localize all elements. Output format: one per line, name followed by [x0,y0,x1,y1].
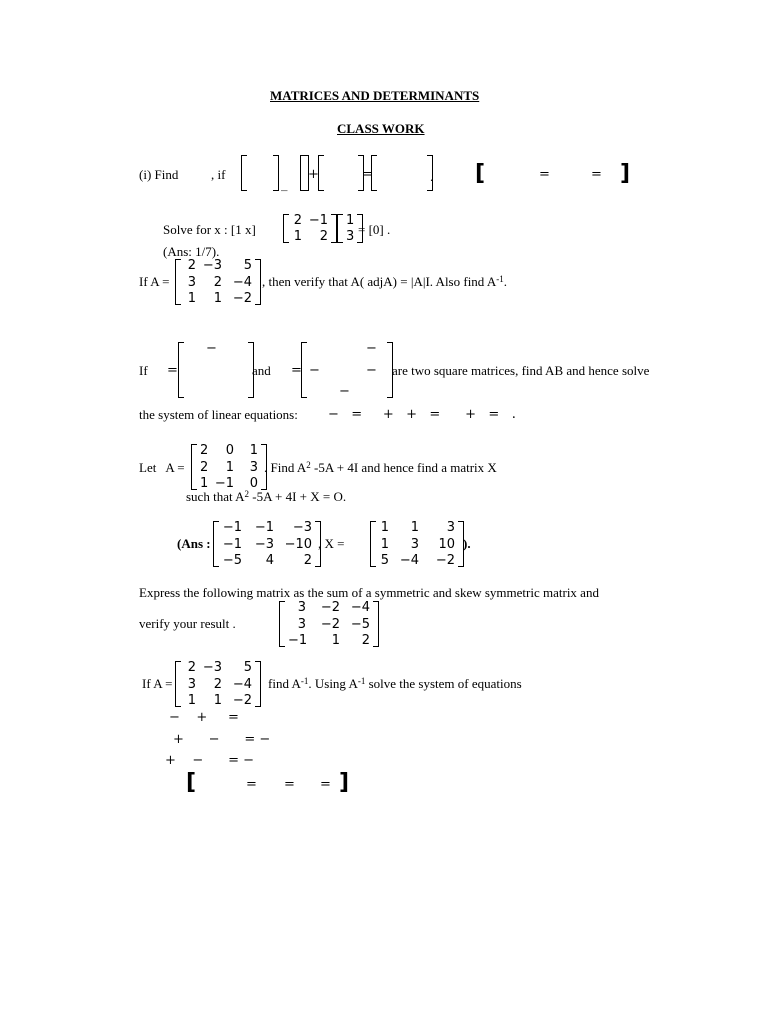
q7-bracket-close: ] [339,770,350,795]
q7-equation-1: − + = [169,710,239,725]
q6-line2: verify your result . [139,616,236,631]
q2-answer: (Ans: 1/7). [163,244,220,259]
q6-matrix: 3 −2 −4 3 −2 −5 −1 1 2 [279,601,379,647]
q7-equation-2: + − = − [173,732,271,747]
page-subtitle: CLASS WORK [337,121,425,136]
q5-answer-prefix: (Ans : [177,536,211,551]
q7-bracket-equals-3: = [320,777,331,792]
q5-answer-matrix-1: −1 −1 −3 −1 −3 −10 −5 4 2 [213,521,321,567]
q1-bracket-open: [ [475,161,486,186]
q1-minus: _ [281,177,288,192]
q5-answer-matrix-2: 1 1 3 1 3 10 5 −4 −2 [370,521,464,567]
q4-and: and [252,363,271,378]
q5-suffix: . Find $A^2$ -5A + 4I and hence find a matrix X [264,460,497,475]
q7-prefix: If A = [142,676,173,691]
page-title: MATRICES AND DETERMINANTS [270,88,480,103]
q7-bracket-open: [ [186,770,197,795]
q4-equals-1: = [167,363,178,378]
q1-matrix-1 [241,155,279,191]
q4-matrix-b-top: − [366,341,377,356]
q2-suffix: = [0] . [358,222,391,237]
q4-suffix: are two square matrices, find AB and hence solve [392,363,650,378]
q4-matrix-a-minus: − [206,341,217,356]
q3-matrix-a: 2 −3 5 3 2 −4 1 1 −2 [175,259,261,305]
q3-prefix: If A = [139,274,170,289]
q1-bracket-close: ] [620,161,631,186]
q7-suffix: find $A^{-1}$. Using $A^{-1}$ solve the system of equations [268,676,522,691]
q4-matrix-b-bottom: − [339,384,350,399]
q1-matrix-4 [371,155,433,191]
q1-equals: = [362,167,373,182]
q7-equation-3: + − = − [165,753,255,768]
q2-matrix-2: 1 3 [337,214,363,243]
q4-if: If [139,363,148,378]
q1-prefix: (i) Find [139,167,179,182]
q5-matrix-a: 2 0 1 2 1 3 1 −1 0 [191,444,267,490]
q1-equals-1: = [539,167,550,182]
q6-line1: Express the following matrix as the sum of a symmetric and skew symmetric matrix and [139,585,599,600]
q7-matrix-a: 2 −3 5 3 2 −4 1 1 −2 [175,661,261,707]
q1-mid: , if [211,167,226,182]
q4-line2: the system of linear equations: [139,407,298,422]
q4-matrix-b-mid-right: − [366,363,377,378]
q5-answer-mid: , X = [318,536,345,551]
q7-bracket-equals-1: = [246,777,257,792]
q7-bracket-equals-2: = [284,777,295,792]
q1-equals-2: = [591,167,602,182]
q5-line2: such that $A^2$ -5A + 4I + X = O. [186,489,347,504]
q2-prefix: Solve for x : [1 x] [163,222,256,237]
q2-matrix-1: 2 −1 1 2 [283,214,337,243]
q3-suffix: , then verify that A( adjA) = |A|I. Also find $A^{-1}$. [262,274,507,289]
q4-equals-2: = [291,363,302,378]
q4-equations: − = + + = + = . [328,407,516,422]
q5-let: Let A = [139,460,185,475]
q1-dot: . [430,169,434,184]
q4-matrix-b-mid-left: − [309,363,320,378]
q1-plus: + [308,167,319,182]
q5-answer-end: ). [463,536,471,551]
q1-matrix-3 [318,155,364,191]
